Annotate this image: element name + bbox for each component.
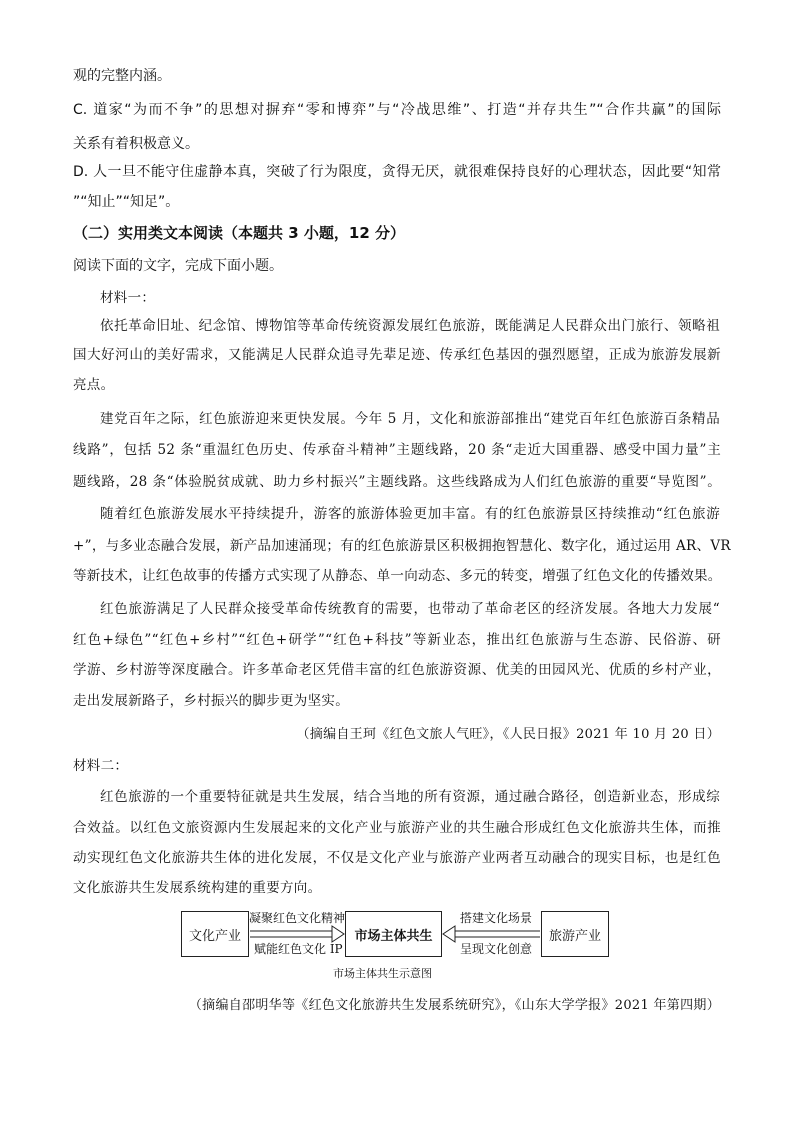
- material1-p1-line1: 依托革命旧址、纪念馆、博物馆等革命传统资源发展红色旅游，既能满足人民群众出门旅行、领略祖: [100, 318, 720, 334]
- label-right-bottom: 呈现文化创意: [460, 942, 533, 956]
- box-market-symbiosis: 市场主体共生: [345, 911, 442, 957]
- section-instruction: 阅读下面的文字，完成下面小题。: [73, 258, 283, 274]
- material1-label: 材料一：: [100, 290, 156, 306]
- option-c-line-1: C. 道家“为而不争”的思想对摒弃“零和博弈”与“冷战思维”、打造“并存共生”“合作共赢”的国际: [73, 102, 721, 118]
- label-left-top: 凝聚红色文化精神: [249, 911, 346, 925]
- label-left-bottom: 赋能红色文化 IP: [254, 942, 343, 956]
- material1-p3-line3: 等新技术，让红色故事的传播方式实现了从静态、单一向动态、多元的转变，增强了红色文化的传播效果。: [73, 568, 722, 584]
- text-line: 观的完整内涵。: [73, 68, 171, 84]
- option-d-line-1: D. 人一旦不能守住虚静本真，突破了行为限度，贪得无厌，就很难保持良好的心理状态，因此要“知常: [73, 164, 721, 180]
- material1-p1-line3: 亮点。: [73, 377, 115, 393]
- material1-p2-line3: 题线路，28 条“体验脱贫成就、助力乡村振兴”主题线路。这些线路成为人们红色旅游的重要“导览图”。: [73, 474, 721, 490]
- option-d-line-2: ”“知止”“知足”。: [73, 194, 180, 210]
- diagram-caption: 市场主体共生示意图: [333, 967, 432, 980]
- material1-p1-line2: 国大好河山的美好需求，又能满足人民群众追寻先辈足迹、传承红色基因的强烈愿望，正成为旅游发展新: [73, 347, 721, 363]
- material2-p1-line2: 合效益。以红色文旅资源内生发展起来的文化产业与旅游产业的共生融合形成红色文化旅游共生体，而推: [73, 820, 721, 836]
- material2-source: （摘编自邵明华等《红色文化旅游共生发展系统研究》，《山东大学学报》2021 年第四期）: [188, 998, 720, 1013]
- material1-p4-line1: 红色旅游满足了人民群众接受革命传统教育的需要，也带动了革命老区的经济发展。各地大力发展“: [100, 601, 720, 617]
- material1-p4-line4: 走出发展新路子，乡村振兴的脚步更为坚实。: [73, 693, 349, 709]
- box-tourism-industry: 旅游产业: [541, 911, 609, 957]
- material2-p1-line1: 红色旅游的一个重要特征就是共生发展，结合当地的所有资源，通过融合路径，创造新业态，形成综: [100, 789, 720, 805]
- box-cultural-industry: 文化产业: [181, 911, 249, 957]
- material1-p3-line2: +”，与多业态融合发展，新产品加速涌现；有的红色旅游景区积极拥抱智慧化、数字化，通过运用 AR、VR: [73, 538, 731, 554]
- material1-p4-line3: 学游、乡村游等深度融合。许多革命老区凭借丰富的红色旅游资源、优美的田园风光、优质的乡村产业，: [73, 662, 721, 678]
- section-heading: （二）实用类文本阅读（本题共 3 小题，12 分）: [73, 224, 405, 242]
- material1-p2-line1: 建党百年之际，红色旅游迎来更快发展。今年 5 月，文化和旅游部推出“建党百年红色旅游百条精品: [100, 411, 720, 427]
- label-right-top: 搭建文化场景: [460, 911, 533, 925]
- option-c-line-2: 关系有着积极意义。: [73, 136, 199, 152]
- arrow-right-head: [443, 926, 455, 942]
- material1-p2-line2: 线路”，包括 52 条“重温红色历史、传承奋斗精神”主题线路，20 条“走近大国重器、感受中国力量”主: [73, 442, 721, 458]
- material2-p1-line4: 文化旅游共生发展系统构建的重要方向。: [73, 880, 322, 896]
- material1-p3-line1: 随着红色旅游发展水平持续提升，游客的旅游体验更加丰富。有的红色旅游景区持续推动“红色旅游: [100, 506, 720, 522]
- material2-label: 材料二：: [73, 758, 129, 774]
- material2-p1-line3: 动实现红色文化旅游共生体的进化发展，不仅是文化产业与旅游产业两者互动融合的现实目标，也是红色: [73, 850, 721, 866]
- material1-source: （摘编自王珂《红色文旅人气旺》，《人民日报》2021 年 10 月 20 日）: [296, 727, 720, 742]
- material1-p4-line2: 红色+绿色”“红色+乡村”“红色+研学”“红色+科技”等新业态，推出红色旅游与生态游、民俗游、研: [73, 632, 721, 648]
